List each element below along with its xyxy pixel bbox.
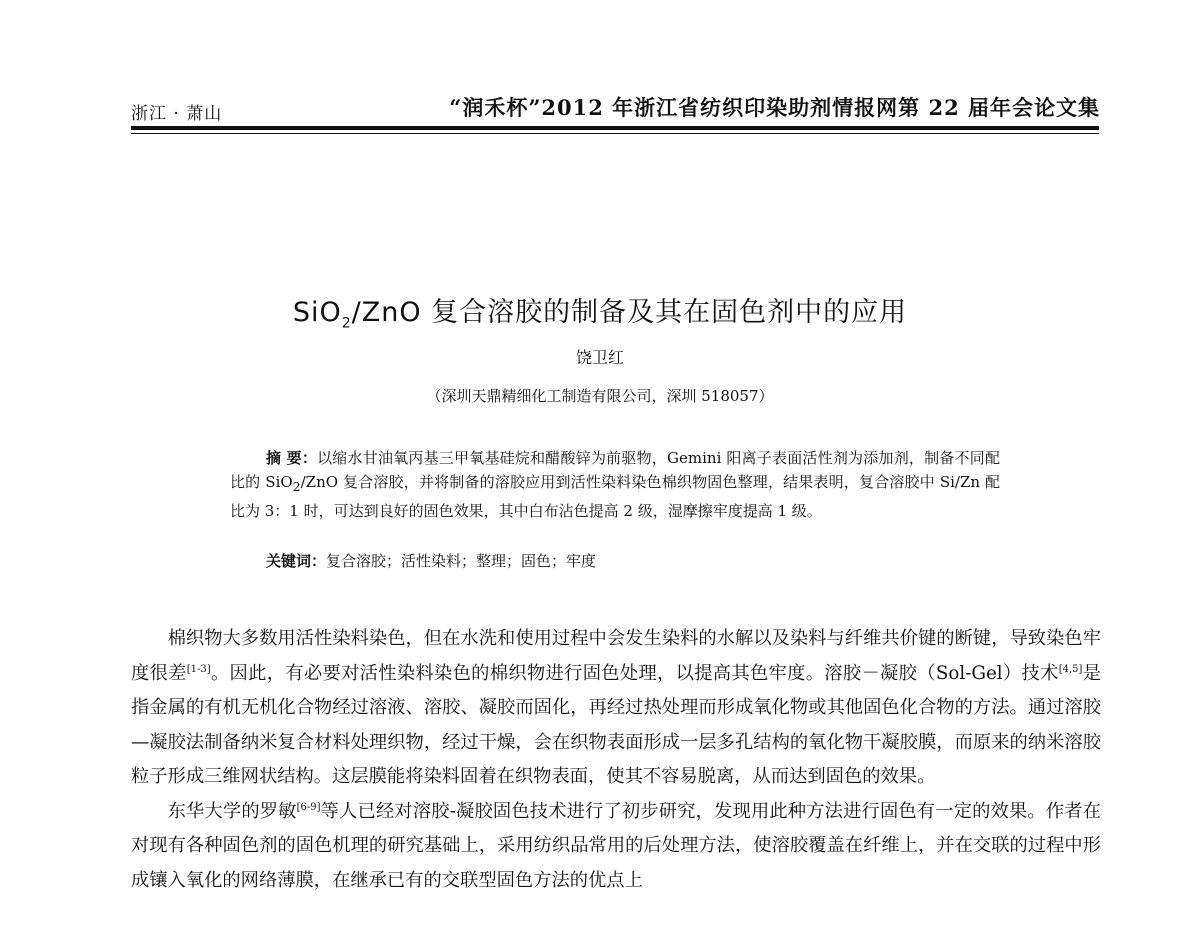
abstract bbox=[230, 446, 1000, 523]
header-rule-thick bbox=[131, 126, 1099, 130]
keywords-label: 关键词： bbox=[266, 552, 327, 570]
paper-title bbox=[0, 290, 1200, 331]
header-location: 浙江 · 萧山 bbox=[131, 104, 223, 124]
citation-1: [1-3] bbox=[186, 663, 211, 675]
p1-text-b: 。因此，有必要对活性染料染色的棉织物进行固色处理，以提高其色牢度。溶胶－凝胶（Sol-Gel）技术 bbox=[210, 662, 1059, 684]
p2-text-a: 东华大学的罗敏 bbox=[167, 800, 297, 822]
title-part2: /ZnO 复合溶胶的制备及其在固色剂中的应用 bbox=[351, 297, 908, 328]
affiliation: （深圳天鼎精细化工制造有限公司，深圳 518057） bbox=[426, 387, 774, 405]
p1-text-c: 是指金属的有机无机化合物经过溶液、溶胶、凝胶而固化，再经过热处理而形成氧化物或其他固色化合物的方法。通过溶胶—凝胶法制备纳米复合材料处理织物，经过干燥，会在织物表面形成一层多孔结构的氧化物干凝胶膜，而原来的纳米溶胶粒子形成三维网状结构。这层膜能将染料固着在织物表面，使其不容易脱离，从而达到固色的效果。 bbox=[131, 662, 1102, 787]
abstract-text-a: 以缩水甘油氧丙基三甲氧基硅烷和醋酸锌为前驱物，Gemini 阳离子表面活性剂为添加剂，制备不同配比的 SiO bbox=[230, 449, 1000, 491]
abstract-subscript: 2 bbox=[292, 479, 301, 494]
keywords bbox=[266, 550, 596, 571]
keywords-text: 复合溶胶；活性染料；整理；固色；牢度 bbox=[326, 552, 597, 570]
citation-3: [6-9] bbox=[296, 801, 321, 813]
abstract-text-b: /ZnO 复合溶胶，并将制备的溶胶应用到活性染料染色棉织物固色整理，结果表明，复合溶胶中 Si/Zn 配比为 3：1 时，可达到良好的固色效果，其中白布沾色提高 2 级，湿摩擦牢度提高 1 级。 bbox=[230, 473, 1001, 520]
title-subscript: 2 bbox=[341, 315, 352, 332]
title-part1: SiO bbox=[292, 297, 342, 328]
paragraph-1 bbox=[131, 622, 1101, 795]
header-rule-thin bbox=[131, 133, 1099, 134]
abstract-label: 摘 要： bbox=[266, 449, 318, 467]
citation-2: [4,5] bbox=[1058, 663, 1083, 675]
p1-text-a: 棉织物大多数用活性染料染色，但在水洗和使用过程中会发生染料的水解以及染料与纤维共价键的断键，导致染色牢度很差 bbox=[131, 628, 1101, 684]
p2-text-b: 等人已经对溶胶-凝胶固色技术进行了初步研究，发现用此种方法进行固色有一定的效果。作者在对现有各种固色剂的固色机理的研究基础上，采用纺织品常用的后处理方法，使溶胶覆盖在纤维上，并在交联的过程中形成镶入氧化的网络薄膜，在继承已有的交联型固色方法的优点上 bbox=[131, 800, 1101, 891]
paragraph-2 bbox=[131, 795, 1101, 899]
body-text bbox=[131, 622, 1101, 898]
author: 饶卫红 bbox=[575, 348, 624, 367]
header-collection-title: “润禾杯”2012 年浙江省纺织印染助剂情报网第 22 届年会论文集 bbox=[449, 95, 1100, 120]
